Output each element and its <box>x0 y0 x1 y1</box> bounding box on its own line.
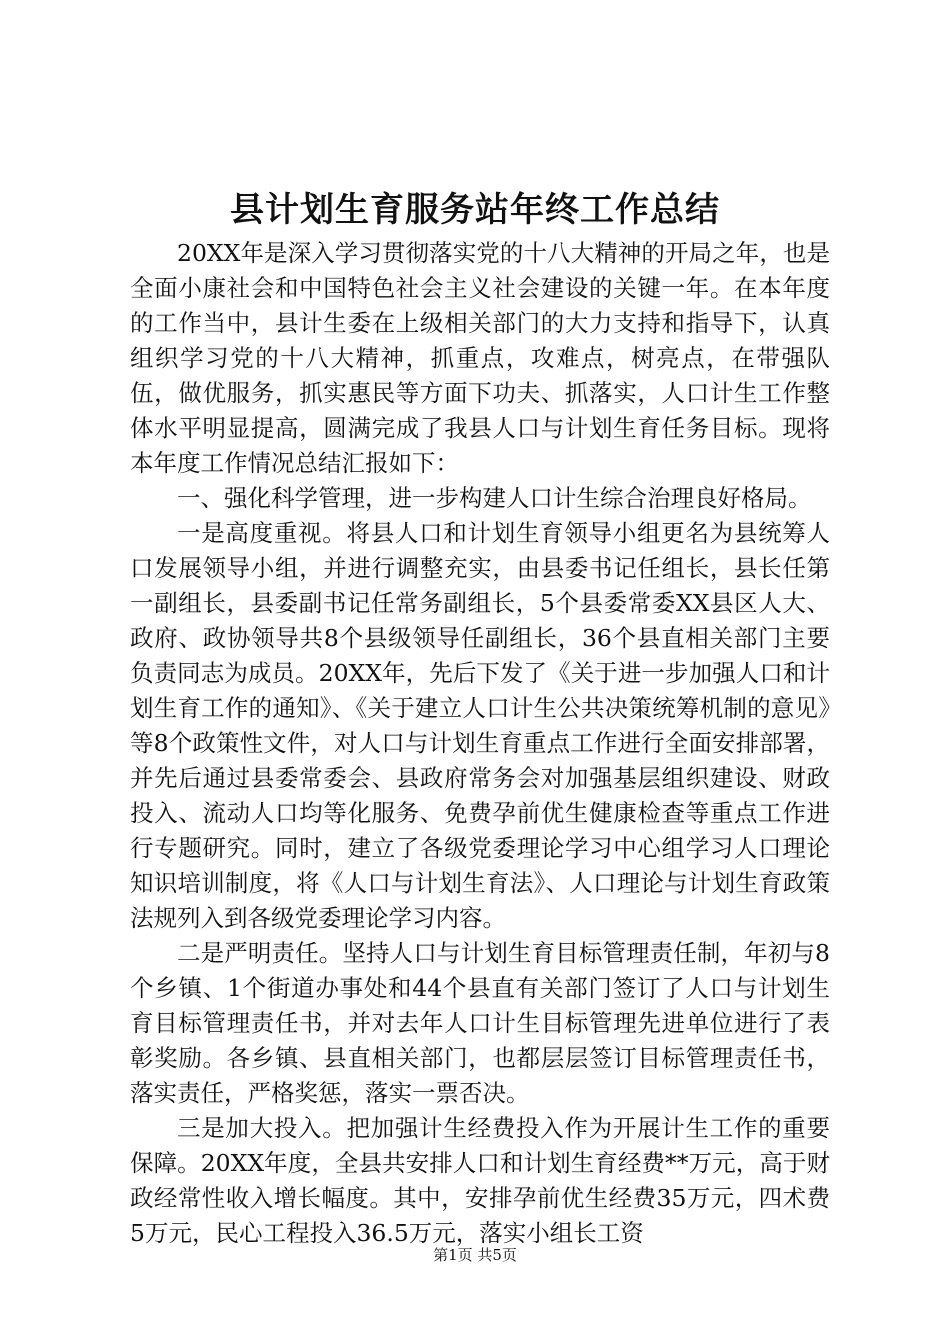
page-number-footer: 第1页 共5页 <box>433 1246 517 1264</box>
paragraph-intro: 20XX年是深入学习贯彻落实党的十八大精神的开局之年，也是全面小康社会和中国特色社会主义社会建设的关键一年。在本年度的工作当中，县计生委在上级相关部门的大力支持和指导下，认真组织学习党的十八大精神，抓重点，攻难点，树亮点，在带强队伍，做优服务，抓实惠民等方面下功夫、抓落实，人口计生工作整体水平明显提高，圆满完成了我县人口与计划生育任务目标。现将本年度工作情况总结汇报如下： <box>130 239 830 477</box>
paragraph-point-three: 三是加大投入。把加强计生经费投入作为开展计生工作的重要保障。20XX年度，全县共安排人口和计划生育经费**万元，高于财政经常性收入增长幅度。其中，安排孕前优生经费35万元，四术费5万元，民心工程投入36.5万元，落实小组长工资 <box>130 1114 830 1247</box>
paragraph-section-heading: 一、强化科学管理，进一步构建人口计生综合治理良好格局。 <box>177 484 812 512</box>
document-title: 县计划生育服务站年终工作总结 <box>230 190 720 230</box>
paragraph-point-one: 一是高度重视。将县人口和计划生育领导小组更名为县统筹人口发展领导小组，并进行调整充实，由县委书记任组长，县长任第一副组长，县委副书记任常务副组长，5个县委常委XX县区人大、政府、政协领导共8个县级领导任副组长，36个县直相关部门主要负责同志为成员。20XX年，先后下发了《关于进一步加强人口和计划生育工作的通知》、《关于建立人口计生公共决策统筹机制的意见》等8个政策性文件，对人口与计划生育重点工作进行全面安排部署，并先后通过县委常委会、县政府常务会对加强基层组织建设、财政投入、流动人口均等化服务、免费孕前优生健康检查等重点工作进行专题研究。同时，建立了各级党委理论学习中心组学习人口理论知识培训制度，将《人口与计划生育法》、人口理论与计划生育政策法规列入到各级党委理论学习内容。 <box>130 519 830 932</box>
document-body <box>130 236 830 1251</box>
paragraph-point-two: 二是严明责任。坚持人口与计划生育目标管理责任制，年初与8个乡镇、1个街道办事处和44个县直有关部门签订了人口与计划生育目标管理责任书，并对去年人口计生目标管理先进单位进行了表彰奖励。各乡镇、县直相关部门，也都层层签订目标管理责任书，落实责任，严格奖惩，落实一票否决。 <box>130 939 830 1107</box>
